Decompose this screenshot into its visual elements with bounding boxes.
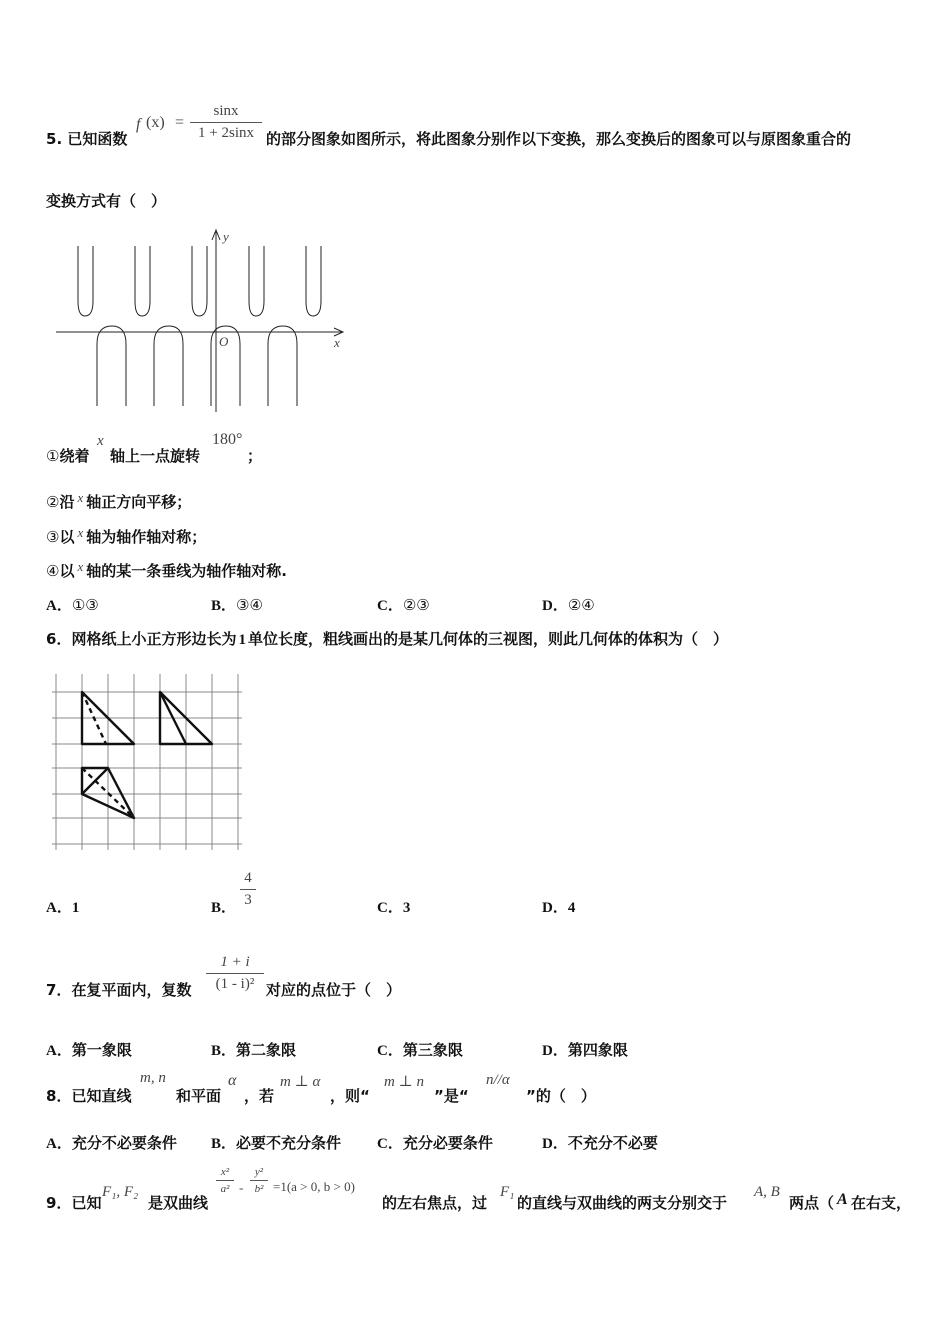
q8-lines: m, n (140, 1070, 166, 1086)
q9-text4: 的直线与双曲线的两支分别交于 (517, 1194, 728, 1212)
q6-option-d[interactable]: D．4 (542, 900, 576, 916)
q6-three-view-figure (50, 668, 250, 858)
q8-plane: α (228, 1072, 237, 1089)
q9-a-point: A (837, 1191, 848, 1208)
q5-lead: 已知函数 (67, 130, 128, 148)
q7-option-c[interactable]: C．第三象限 (377, 1041, 463, 1059)
item-var: x (77, 559, 84, 574)
q9-rhs: =1(a > 0, b > 0) (273, 1179, 355, 1194)
q5-line1: 5. 已知函数 (46, 130, 128, 148)
q9-number: 9 (46, 1194, 57, 1212)
q5-option-a[interactable]: A．①③ (46, 596, 99, 614)
upper-branch (249, 246, 264, 316)
q6-option-b[interactable]: B． (211, 900, 237, 916)
upper-branch (306, 246, 321, 316)
y-axis-label: y (223, 229, 229, 244)
x-axis-label: x (334, 335, 340, 350)
q5-number: 5 (46, 130, 57, 148)
q6-option-b-fraction: 4 3 (240, 870, 256, 909)
q5-option-b[interactable]: B．③④ (211, 596, 263, 614)
item-var: x (77, 490, 84, 505)
q9-foci: F₁, F₂ (102, 1184, 139, 1200)
q8-option-d[interactable]: D．不充分不必要 (542, 1134, 658, 1152)
q8-q: n//α (486, 1072, 510, 1088)
lower-branch (154, 326, 183, 406)
q7-option-a[interactable]: A．第一象限 (46, 1041, 132, 1059)
q5-item-3 (46, 526, 206, 547)
q9-minus: - (239, 1180, 244, 1195)
q8-option-b[interactable]: B．必要不充分条件 (211, 1134, 342, 1152)
q5-tail: 的部分图象如图所示，将此图象分别作以下变换，那么变换后的图象可以与原图象重合的 (266, 130, 852, 148)
item-post: 轴为轴作轴对称； (86, 528, 207, 546)
item-circle: ④ (46, 562, 60, 580)
item-pre: 以 (59, 562, 75, 580)
q6-option-c[interactable]: C．3 (377, 900, 411, 916)
lower-branch (268, 326, 297, 406)
q8-text3: ，若 (244, 1087, 275, 1105)
q8-p: m ⊥ n (384, 1074, 424, 1090)
q8-text5: ”是“ (434, 1087, 469, 1105)
q8-start: 8．已知直线 (46, 1087, 132, 1105)
q8-text2: 和平面 (176, 1087, 222, 1105)
q5-fraction (190, 103, 262, 142)
upper-branch (192, 246, 207, 316)
q9-y-fraction: y² b² (250, 1166, 268, 1195)
item-var: x (97, 433, 104, 449)
q9-start: 9．已知 (46, 1194, 102, 1212)
q7-option-b[interactable]: B．第二象限 (211, 1041, 297, 1059)
item-var: x (77, 525, 84, 540)
q5-graph (50, 226, 360, 416)
q5-func-name: f (136, 116, 141, 133)
q6-option-a[interactable]: A．1 (46, 900, 80, 916)
item-post: 轴上一点旋转 (110, 447, 201, 465)
item-pre: 沿 (59, 493, 75, 511)
q9-text6: 在右支， (851, 1194, 912, 1212)
q6-number: 6 (46, 630, 57, 648)
lower-branch (97, 326, 126, 406)
q8-text6: ”的（ ） (526, 1087, 596, 1105)
upper-branch (78, 246, 93, 316)
q5-option-c[interactable]: C．②③ (377, 596, 430, 614)
q5-option-d[interactable]: D．②④ (542, 596, 595, 614)
q7-fraction (206, 954, 264, 993)
q8-option-c[interactable]: C．充分必要条件 (377, 1134, 493, 1152)
q5-equals: = (175, 114, 185, 131)
q5-item-4 (46, 560, 287, 581)
q7-line: 7．在复平面内，复数 (46, 981, 192, 999)
q5-func-arg: (x) (146, 114, 165, 131)
item-post: 轴的某一条垂线为轴作轴对称. (86, 562, 287, 580)
q7-denominator: (1 - i)² (215, 976, 255, 992)
q5-denominator: 1 + 2sinx (198, 125, 254, 141)
q6-line: 6．网格纸上小正方形边长为 1 单位长度，粗线画出的是某几何体的三视图，则此几何体的体积为（ ） (46, 630, 728, 648)
q8-option-a[interactable]: A．充分不必要条件 (46, 1134, 177, 1152)
q9-text5: 两点（ (789, 1194, 835, 1212)
q9-pts: A, B (754, 1184, 780, 1200)
item-circle: ② (46, 493, 60, 511)
q5-item-2 (46, 491, 191, 512)
q7-text2: 对应的点位于（ ） (266, 981, 402, 999)
q7-option-d[interactable]: D．第四象限 (542, 1041, 628, 1059)
item-end: ； (247, 447, 263, 465)
item-angle: 180° (212, 431, 243, 448)
origin-label: O (219, 334, 229, 349)
item-post: 轴正方向平移； (86, 493, 192, 511)
q9-text2: 是双曲线 (148, 1194, 209, 1212)
item-circle: ① (46, 447, 60, 465)
upper-branch (135, 246, 150, 316)
q9-f1: F₁ (500, 1184, 515, 1200)
item-pre: 绕着 (59, 447, 90, 465)
q8-cond: m ⊥ α (280, 1074, 321, 1090)
q7-numerator: 1 + i (220, 954, 250, 970)
q9-text3: 的左右焦点，过 (382, 1194, 488, 1212)
q9-x-fraction: x² a² (216, 1166, 234, 1195)
q5-item-1 (46, 445, 89, 466)
q5-numerator: sinx (213, 103, 239, 119)
q5-line2: 变换方式有（ ） (46, 192, 167, 210)
q8-number: 8 (46, 1087, 57, 1105)
item-circle: ③ (46, 528, 60, 546)
q8-text4: ，则“ (330, 1087, 370, 1105)
q7-number: 7 (46, 981, 57, 999)
item-pre: 以 (59, 528, 75, 546)
